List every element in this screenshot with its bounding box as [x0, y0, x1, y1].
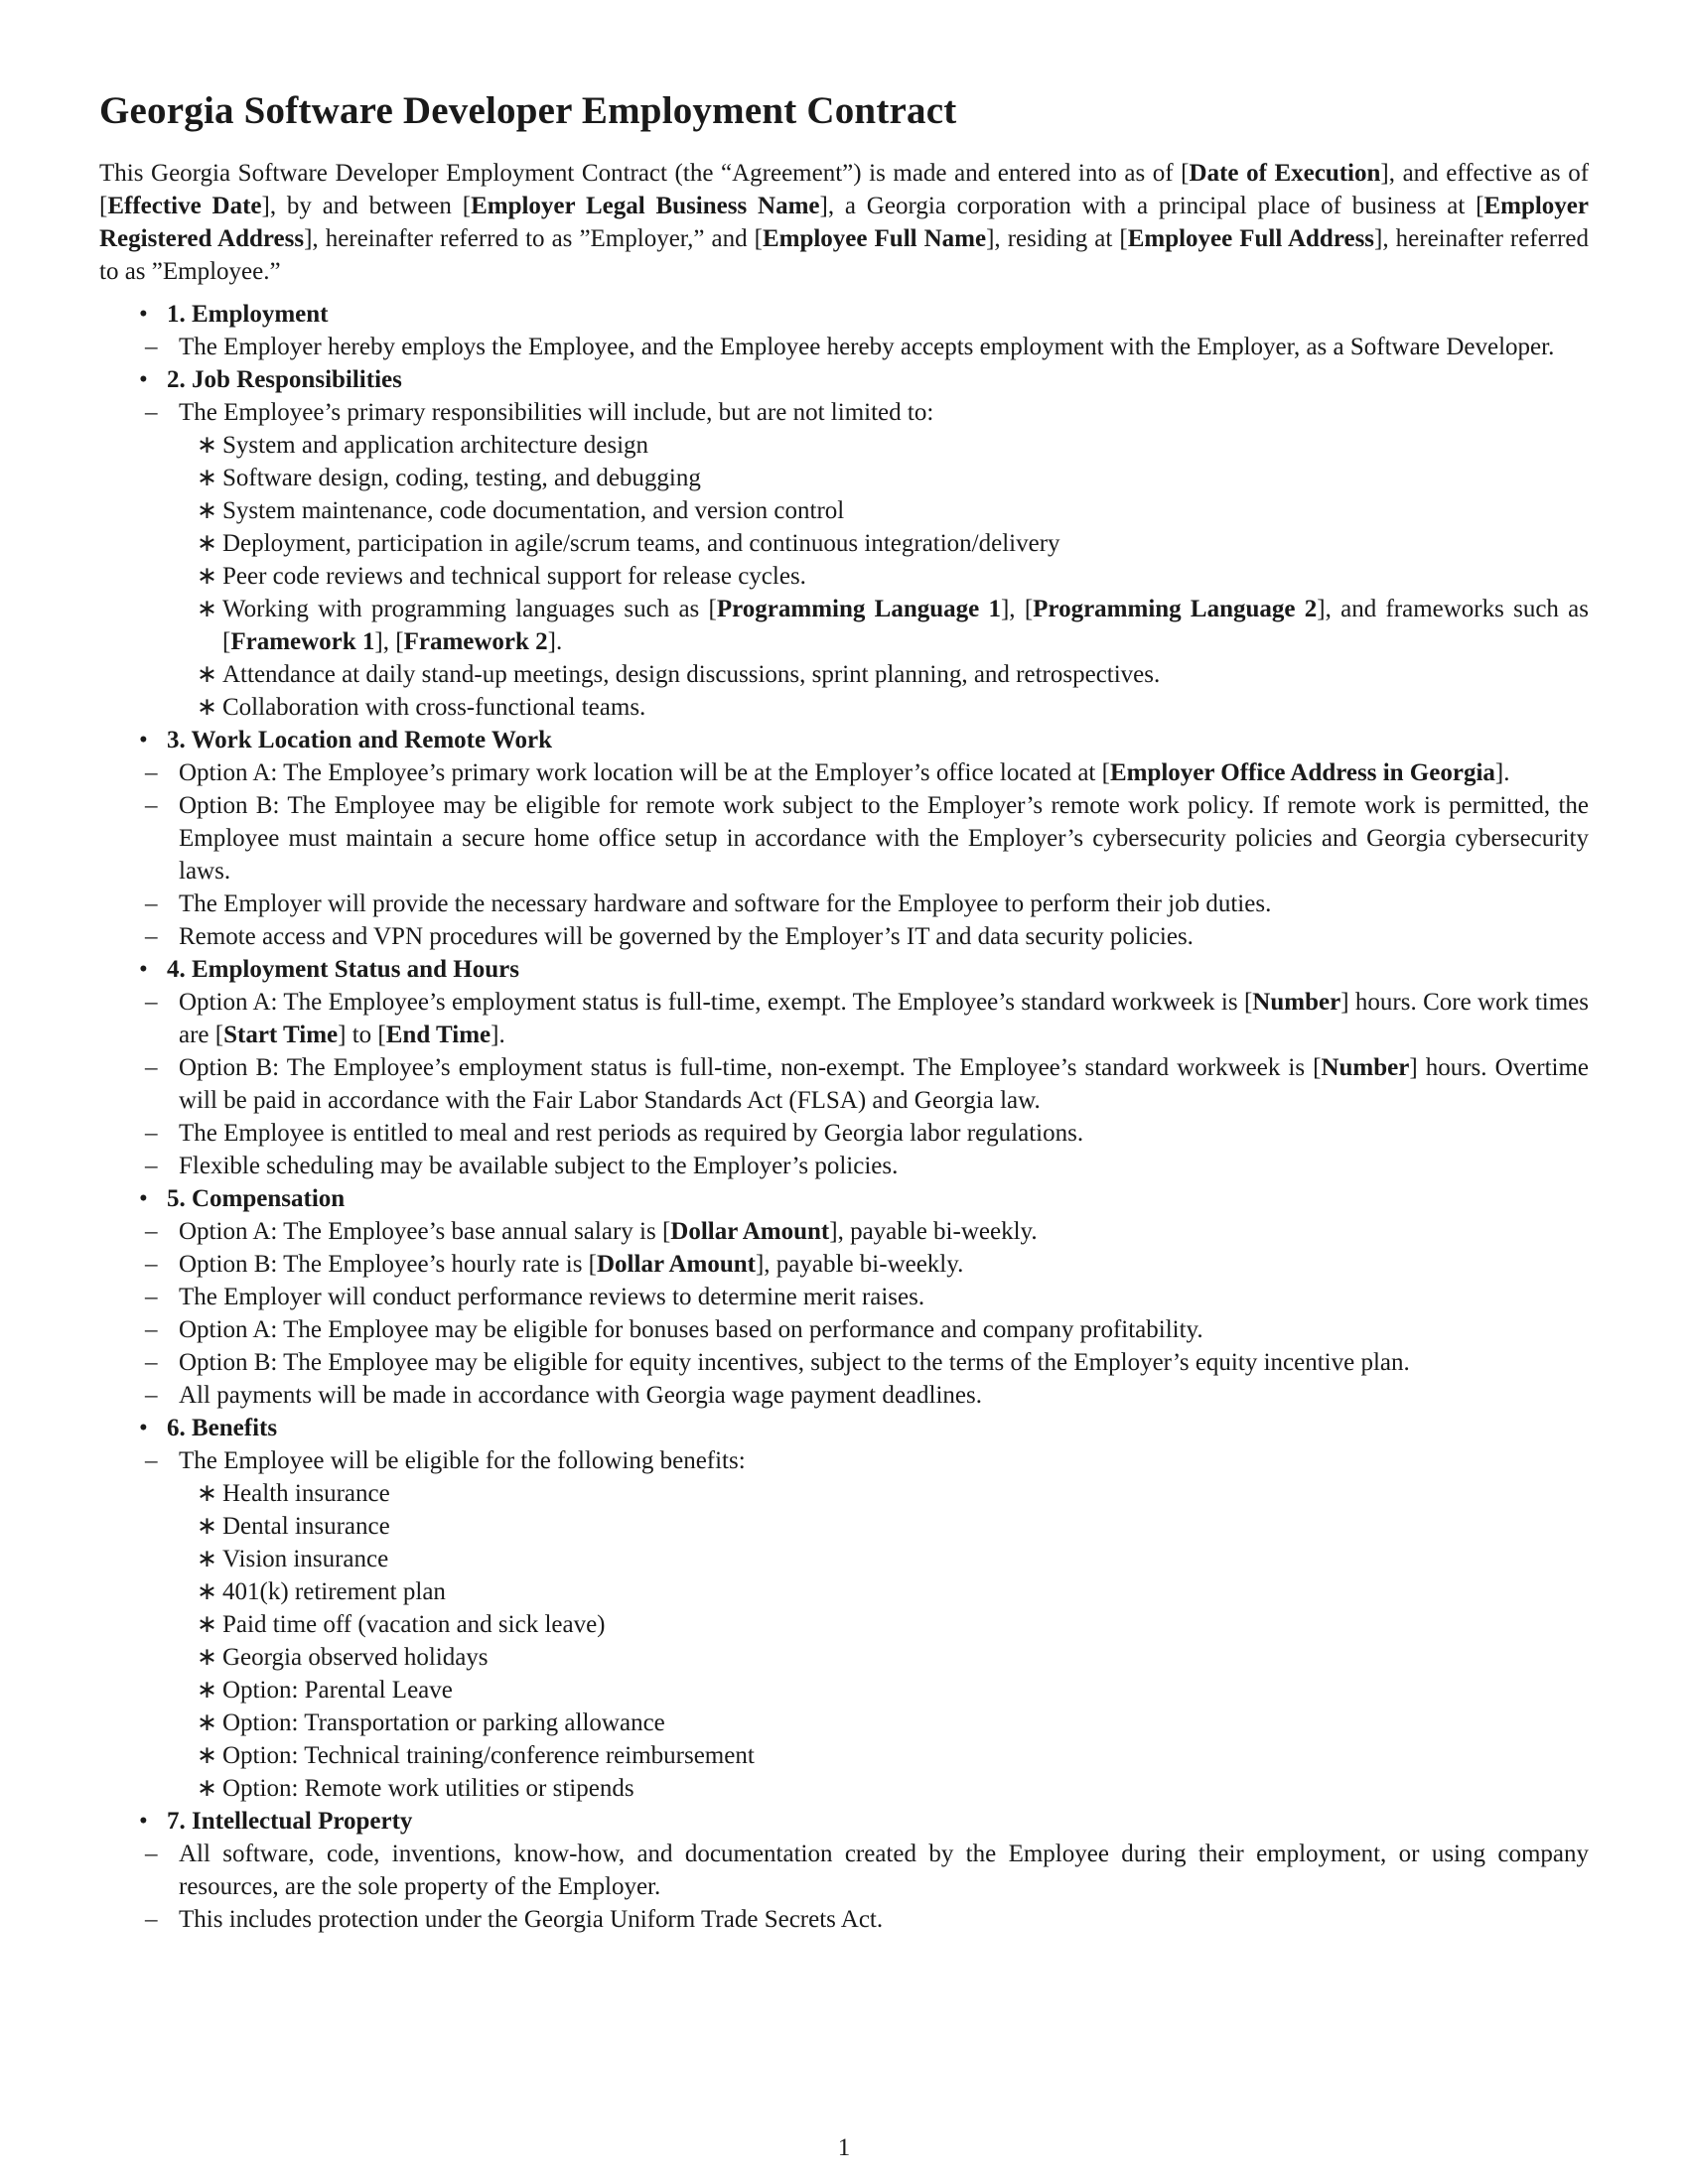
- text-run: ] hours. Core work times are [: [179, 989, 1589, 1048]
- text-run: All software, code, inventions, know-how, and documentation created by the Employee during their employment, or using company resources, are the sole property of the Employer.: [179, 1841, 1589, 1900]
- text-run: All payments will be made in accordance with Georgia wage payment deadlines.: [179, 1382, 982, 1409]
- text-run: Option B: The Employee’s employment status is full-time, non-exempt. The Employee’s standard workweek is [: [179, 1054, 1322, 1081]
- text-run: Option A: The Employee’s base annual salary is [: [179, 1218, 671, 1245]
- text-run: Option: Parental Leave: [222, 1677, 453, 1704]
- contract-section: [99, 724, 1589, 953]
- text-run: Option A: The Employee may be eligible for bonuses based on performance and company profitability.: [179, 1316, 1203, 1343]
- sub-list-item: [195, 593, 1589, 658]
- clause-item: [139, 1903, 1589, 1936]
- placeholder-field: Effective Date: [107, 193, 262, 219]
- page-number: 1: [837, 2134, 851, 2161]
- placeholder-field: Dollar Amount: [597, 1251, 756, 1278]
- text-run: The Employer hereby employs the Employee, and the Employee hereby accepts employment with the Employer, as a Software Developer.: [179, 334, 1555, 360]
- text-run: ], payable bi-weekly.: [829, 1218, 1038, 1245]
- text-run: ], by and between [: [261, 193, 472, 219]
- contract-page: [99, 87, 1589, 1936]
- clause-item: [139, 920, 1589, 953]
- clause-item: [139, 789, 1589, 887]
- placeholder-field: Employer Registered Address: [99, 193, 1589, 252]
- placeholder-field: Date of Execution: [1189, 160, 1381, 187]
- text-run: Option: Transportation or parking allowance: [222, 1709, 665, 1736]
- intro-paragraph: [99, 157, 1589, 288]
- placeholder-field: Framework 2: [403, 628, 548, 655]
- text-run: Working with programming languages such as [: [222, 596, 717, 622]
- text-run: ], [: [1000, 596, 1034, 622]
- clause-item: [139, 1117, 1589, 1150]
- placeholder-field: Programming Language 2: [1033, 596, 1318, 622]
- contract-section: [99, 1412, 1589, 1805]
- clause-item: [139, 331, 1589, 363]
- text-run: Deployment, participation in agile/scrum teams, and continuous integration/delivery: [222, 530, 1060, 557]
- placeholder-field: End Time: [385, 1022, 492, 1048]
- clause-list: [167, 756, 1589, 953]
- clause-item: [139, 887, 1589, 920]
- placeholder-field: Employee Full Address: [1127, 225, 1375, 252]
- text-run: Paid time off (vacation and sick leave): [222, 1611, 606, 1638]
- text-run: Flexible scheduling may be available subject to the Employer’s policies.: [179, 1153, 899, 1179]
- placeholder-field: Framework 1: [230, 628, 375, 655]
- text-run: Option B: The Employee may be eligible for remote work subject to the Employer’s remote work policy. If remote work is permitted, the Employee must maintain a secure home office setup in accordance with the Employer’s cybersecurity policies and Georgia cybersecurity laws.: [179, 792, 1589, 885]
- text-run: The Employee will be eligible for the following benefits:: [179, 1447, 746, 1474]
- text-run: System and application architecture design: [222, 432, 649, 459]
- text-run: The Employee’s primary responsibilities will include, but are not limited to:: [179, 399, 934, 426]
- contract-section: [99, 1805, 1589, 1936]
- text-run: The Employer will provide the necessary hardware and software for the Employee to perform their job duties.: [179, 890, 1272, 917]
- sub-list: [139, 1477, 1589, 1805]
- text-run: Option: Remote work utilities or stipends: [222, 1775, 634, 1802]
- contract-section: [99, 953, 1589, 1182]
- sub-list-item: [195, 1674, 1589, 1706]
- placeholder-field: Employer Office Address in Georgia: [1109, 759, 1495, 786]
- section-list: [99, 298, 1589, 1936]
- text-run: Remote access and VPN procedures will be governed by the Employer’s IT and data security policies.: [179, 923, 1194, 950]
- clause-list: [167, 1215, 1589, 1412]
- clause-item: [139, 1379, 1589, 1412]
- text-run: Vision insurance: [222, 1546, 389, 1572]
- text-run: This Georgia Software Developer Employment Contract (the “Agreement”) is made and entered into as of [: [99, 160, 1190, 187]
- text-run: Attendance at daily stand-up meetings, design discussions, sprint planning, and retrospectives.: [222, 661, 1161, 688]
- clause-item: [139, 1281, 1589, 1313]
- section-title: • 7. Intellectual Property: [167, 1808, 413, 1835]
- text-run: ] to [: [338, 1022, 386, 1048]
- text-run: ].: [1494, 759, 1510, 786]
- sub-list-item: [195, 1772, 1589, 1805]
- text-run: ], [: [374, 628, 404, 655]
- text-run: Health insurance: [222, 1480, 390, 1507]
- clause-item: [139, 1150, 1589, 1182]
- clause-item: [139, 1444, 1589, 1805]
- text-run: ], and frameworks such as [: [222, 596, 1590, 655]
- text-run: This includes protection under the Georgia Uniform Trade Secrets Act.: [179, 1906, 884, 1933]
- sub-list-item: [195, 1575, 1589, 1608]
- clause-list: [167, 331, 1589, 363]
- section-title: • 6. Benefits: [167, 1415, 278, 1441]
- contract-section: [99, 298, 1589, 363]
- sub-list-item: [195, 462, 1589, 494]
- text-run: Georgia observed holidays: [222, 1644, 489, 1671]
- text-run: Peer code reviews and technical support for release cycles.: [222, 563, 806, 590]
- placeholder-field: Dollar Amount: [670, 1218, 830, 1245]
- text-run: Option A: The Employee’s employment status is full-time, exempt. The Employee’s standard workweek is [: [179, 989, 1253, 1016]
- clause-item: [139, 986, 1589, 1051]
- clause-item: [139, 1313, 1589, 1346]
- text-run: ], residing at [: [986, 225, 1128, 252]
- document-title: Georgia Software Developer Employment Contract: [99, 89, 957, 132]
- clause-item: [139, 1215, 1589, 1248]
- clause-list: [167, 396, 1589, 724]
- sub-list-item: [195, 1608, 1589, 1641]
- placeholder-field: Number: [1321, 1054, 1410, 1081]
- text-run: ], hereinafter referred to as ”Employee.”: [99, 225, 1590, 285]
- sub-list-item: [195, 1706, 1589, 1739]
- text-run: The Employer will conduct performance reviews to determine merit raises.: [179, 1284, 925, 1310]
- section-title: • 5. Compensation: [167, 1185, 346, 1212]
- text-run: Collaboration with cross-functional teams.: [222, 694, 646, 721]
- clause-item: [139, 1838, 1589, 1903]
- text-run: ], and effective as of [: [99, 160, 1590, 219]
- text-run: ].: [547, 628, 563, 655]
- text-run: ], a Georgia corporation with a principal place of business at [: [819, 193, 1484, 219]
- sub-list-item: [195, 658, 1589, 691]
- text-run: ].: [491, 1022, 505, 1048]
- clause-item: [139, 1051, 1589, 1117]
- sub-list-item: [195, 560, 1589, 593]
- section-title: • 2. Job Responsibilities: [167, 366, 402, 393]
- text-run: The Employee is entitled to meal and rest periods as required by Georgia labor regulations.: [179, 1120, 1084, 1147]
- clause-list: [167, 1444, 1589, 1805]
- text-run: ], payable bi-weekly.: [755, 1251, 964, 1278]
- section-title: • 1. Employment: [167, 301, 329, 328]
- text-run: Option A: The Employee’s primary work location will be at the Employer’s office located at [: [179, 759, 1110, 786]
- sub-list-item: [195, 429, 1589, 462]
- placeholder-field: Employer Legal Business Name: [471, 193, 820, 219]
- sub-list-item: [195, 494, 1589, 527]
- placeholder-field: Programming Language 1: [716, 596, 1001, 622]
- text-run: Dental insurance: [222, 1513, 390, 1540]
- sub-list-item: [195, 1510, 1589, 1543]
- placeholder-field: Employee Full Name: [762, 225, 987, 252]
- clause-list: [167, 1838, 1589, 1936]
- section-title: • 3. Work Location and Remote Work: [167, 727, 552, 753]
- text-run: 401(k) retirement plan: [222, 1578, 446, 1605]
- text-run: System maintenance, code documentation, and version control: [222, 497, 845, 524]
- text-run: Option: Technical training/conference reimbursement: [222, 1742, 755, 1769]
- sub-list: [139, 429, 1589, 724]
- section-title: • 4. Employment Status and Hours: [167, 956, 519, 983]
- sub-list-item: [195, 691, 1589, 724]
- text-run: Option B: The Employee may be eligible for equity incentives, subject to the terms of the Employer’s equity incentive plan.: [179, 1349, 1410, 1376]
- placeholder-field: Number: [1252, 989, 1341, 1016]
- text-run: ], hereinafter referred to as ”Employer,” and [: [304, 225, 763, 252]
- text-run: Option B: The Employee’s hourly rate is [: [179, 1251, 597, 1278]
- clause-item: [139, 1346, 1589, 1379]
- sub-list-item: [195, 1641, 1589, 1674]
- clause-list: [167, 986, 1589, 1182]
- clause-item: [139, 396, 1589, 724]
- placeholder-field: Start Time: [223, 1022, 339, 1048]
- sub-list-item: [195, 1739, 1589, 1772]
- clause-item: [139, 756, 1589, 789]
- sub-list-item: [195, 1543, 1589, 1575]
- clause-item: [139, 1248, 1589, 1281]
- text-run: Software design, coding, testing, and debugging: [222, 465, 701, 491]
- text-run: ] hours. Overtime will be paid in accordance with the Fair Labor Standards Act (FLSA) and Georgia law.: [179, 1054, 1589, 1114]
- contract-section: [99, 363, 1589, 724]
- sub-list-item: [195, 527, 1589, 560]
- sub-list-item: [195, 1477, 1589, 1510]
- contract-section: [99, 1182, 1589, 1412]
